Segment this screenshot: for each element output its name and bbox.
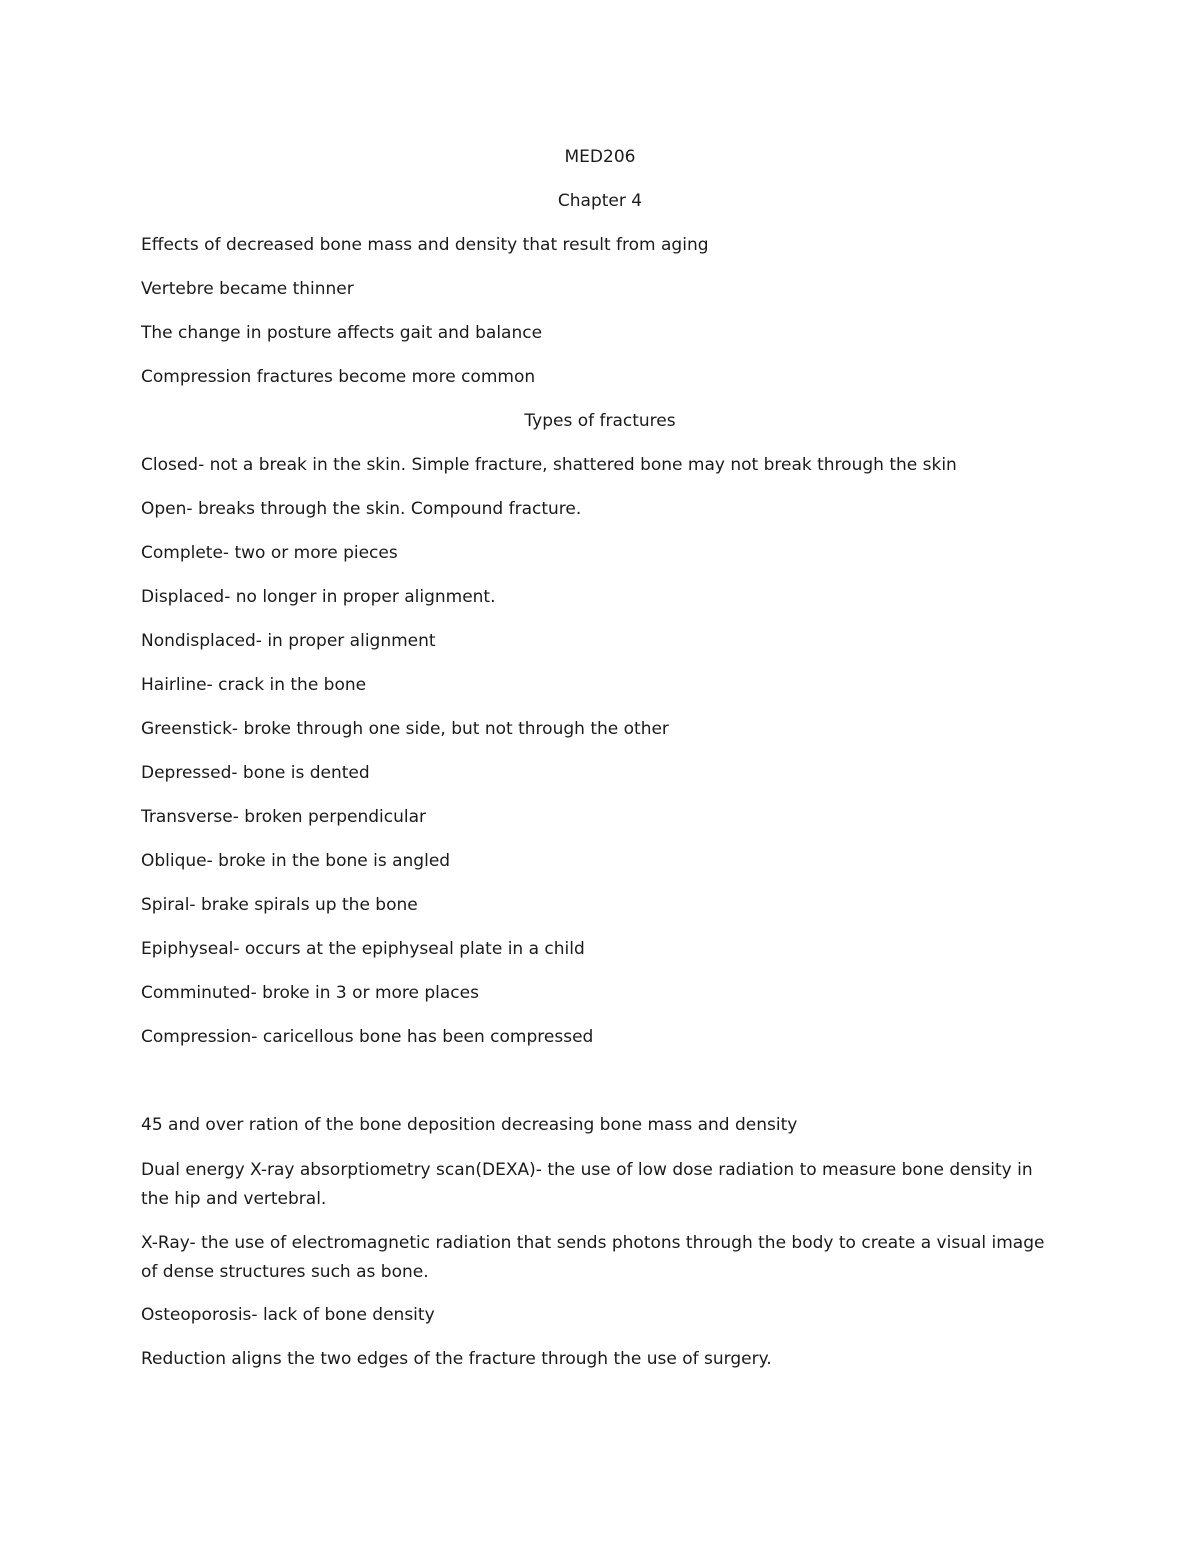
aging-item: Compression fractures become more common: [141, 367, 536, 387]
aging-item: Vertebre became thinner: [141, 279, 354, 299]
fracture-item: Comminuted- broke in 3 or more places: [141, 983, 479, 1003]
note-paragraph: 45 and over ration of the bone deposition decreasing bone mass and density: [141, 1115, 798, 1135]
fracture-item: Complete- two or more pieces: [141, 543, 398, 563]
fracture-item: Greenstick- broke through one side, but not through the other: [141, 719, 669, 739]
document-body: [141, 144, 1061, 1390]
blank-line: [141, 1068, 1061, 1112]
fracture-item: Transverse- broken perpendicular: [141, 807, 426, 827]
fractures-heading: Types of fractures: [524, 411, 676, 431]
note-paragraph: Dual energy X-ray absorptiometry scan(DEXA)- the use of low dose radiation to measure bone density in the hip and vertebral.: [141, 1160, 1033, 1209]
fracture-item: Oblique- broke in the bone is angled: [141, 851, 451, 871]
fracture-item: Spiral- brake spirals up the bone: [141, 895, 418, 915]
aging-item: The change in posture affects gait and balance: [141, 323, 543, 343]
chapter-title: Chapter 4: [557, 191, 643, 211]
fracture-item: Compression- caricellous bone has been compressed: [141, 1027, 594, 1047]
fracture-item: Displaced- no longer in proper alignment.: [141, 587, 496, 607]
note-paragraph: X-Ray- the use of electromagnetic radiation that sends photons through the body to create a visual image of dense structures such as bone.: [141, 1233, 1045, 1282]
aging-heading: Effects of decreased bone mass and density that result from aging: [141, 235, 709, 255]
fracture-item: Nondisplaced- in proper alignment: [141, 631, 436, 651]
fracture-item: Open- breaks through the skin. Compound fracture.: [141, 499, 582, 519]
fracture-item: Hairline- crack in the bone: [141, 675, 367, 695]
course-code: MED206: [564, 147, 636, 167]
note-paragraph: Reduction aligns the two edges of the fracture through the use of surgery.: [141, 1349, 772, 1369]
fracture-item: Depressed- bone is dented: [141, 763, 370, 783]
fracture-item: Closed- not a break in the skin. Simple fracture, shattered bone may not break through the skin: [141, 455, 957, 475]
fracture-item: Epiphyseal- occurs at the epiphyseal plate in a child: [141, 939, 585, 959]
note-paragraph: Osteoporosis- lack of bone density: [141, 1305, 435, 1325]
